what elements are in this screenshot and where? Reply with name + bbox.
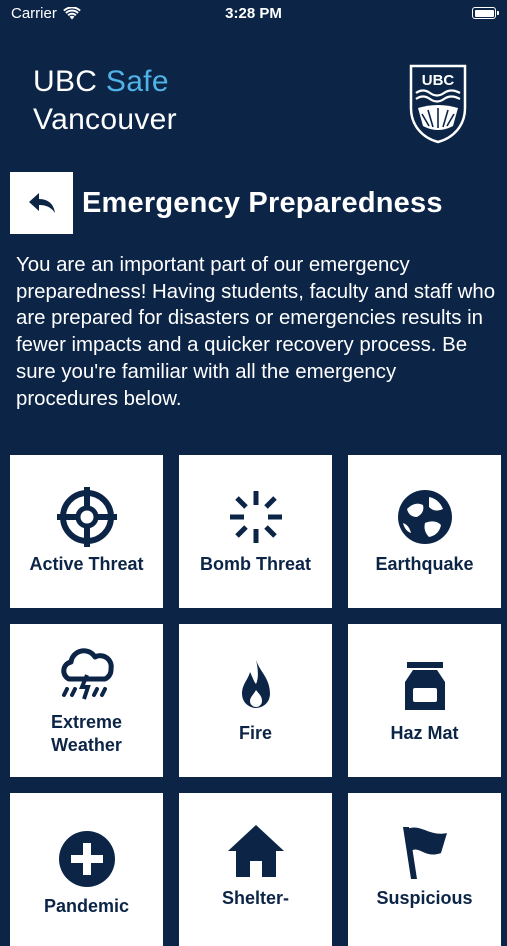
medical-cross-icon: [57, 829, 117, 889]
hazmat-container-icon: [395, 656, 455, 716]
tile-label: Earthquake: [375, 554, 474, 574]
battery-icon: [472, 7, 496, 19]
back-button[interactable]: [10, 172, 73, 234]
tile-bomb-threat[interactable]: [179, 455, 332, 608]
house-icon: [226, 821, 286, 881]
tile-earthquake[interactable]: [348, 455, 501, 608]
tile-label: Pandemic: [43, 896, 130, 916]
burst-icon: [226, 487, 286, 547]
tile-shelter-in-place[interactable]: [179, 793, 332, 946]
tile-pandemic[interactable]: [10, 793, 163, 946]
intro-paragraph: You are an important part of our emergency preparedness! Having students, faculty and staff who are prepared for disasters or emergencies results in fewer impacts and a quicker recovery process. Be sure you're familiar with all the emergency procedures below.: [16, 254, 496, 410]
crest-text: UBC: [421, 72, 455, 89]
tile-label: Haz Mat: [390, 723, 459, 743]
tile-active-threat[interactable]: [10, 455, 163, 608]
tile-suspicious[interactable]: [348, 793, 501, 946]
status-time: 3:28 PM: [225, 5, 282, 22]
page-header: [10, 172, 443, 234]
tile-label: Bomb Threat: [199, 554, 311, 574]
tile-label: Fire: [238, 723, 272, 743]
app-brand: [33, 63, 177, 139]
back-arrow-icon: [27, 191, 57, 215]
tile-label: Suspicious: [376, 888, 473, 908]
brand-safe: Safe: [105, 65, 169, 98]
brand-campus: Vancouver: [33, 103, 177, 136]
globe-icon: [395, 487, 455, 547]
tile-haz-mat[interactable]: [348, 624, 501, 777]
page-title: Emergency Preparedness: [82, 186, 443, 219]
ubc-crest-logo: [409, 64, 467, 144]
storm-cloud-icon: [57, 645, 117, 705]
status-bar: [0, 0, 507, 28]
tile-label: Active Threat: [29, 554, 144, 574]
brand-title: [33, 63, 177, 101]
brand-ubc: UBC: [33, 65, 98, 98]
carrier-label: Carrier: [11, 5, 57, 22]
crosshair-icon: [57, 487, 117, 547]
tile-label: Extreme Weather: [50, 711, 123, 755]
tile-label: Shelter-: [221, 888, 290, 908]
tile-extreme-weather[interactable]: [10, 624, 163, 777]
tile-fire[interactable]: [179, 624, 332, 777]
flame-icon: [226, 656, 286, 716]
flag-icon: [395, 821, 455, 881]
